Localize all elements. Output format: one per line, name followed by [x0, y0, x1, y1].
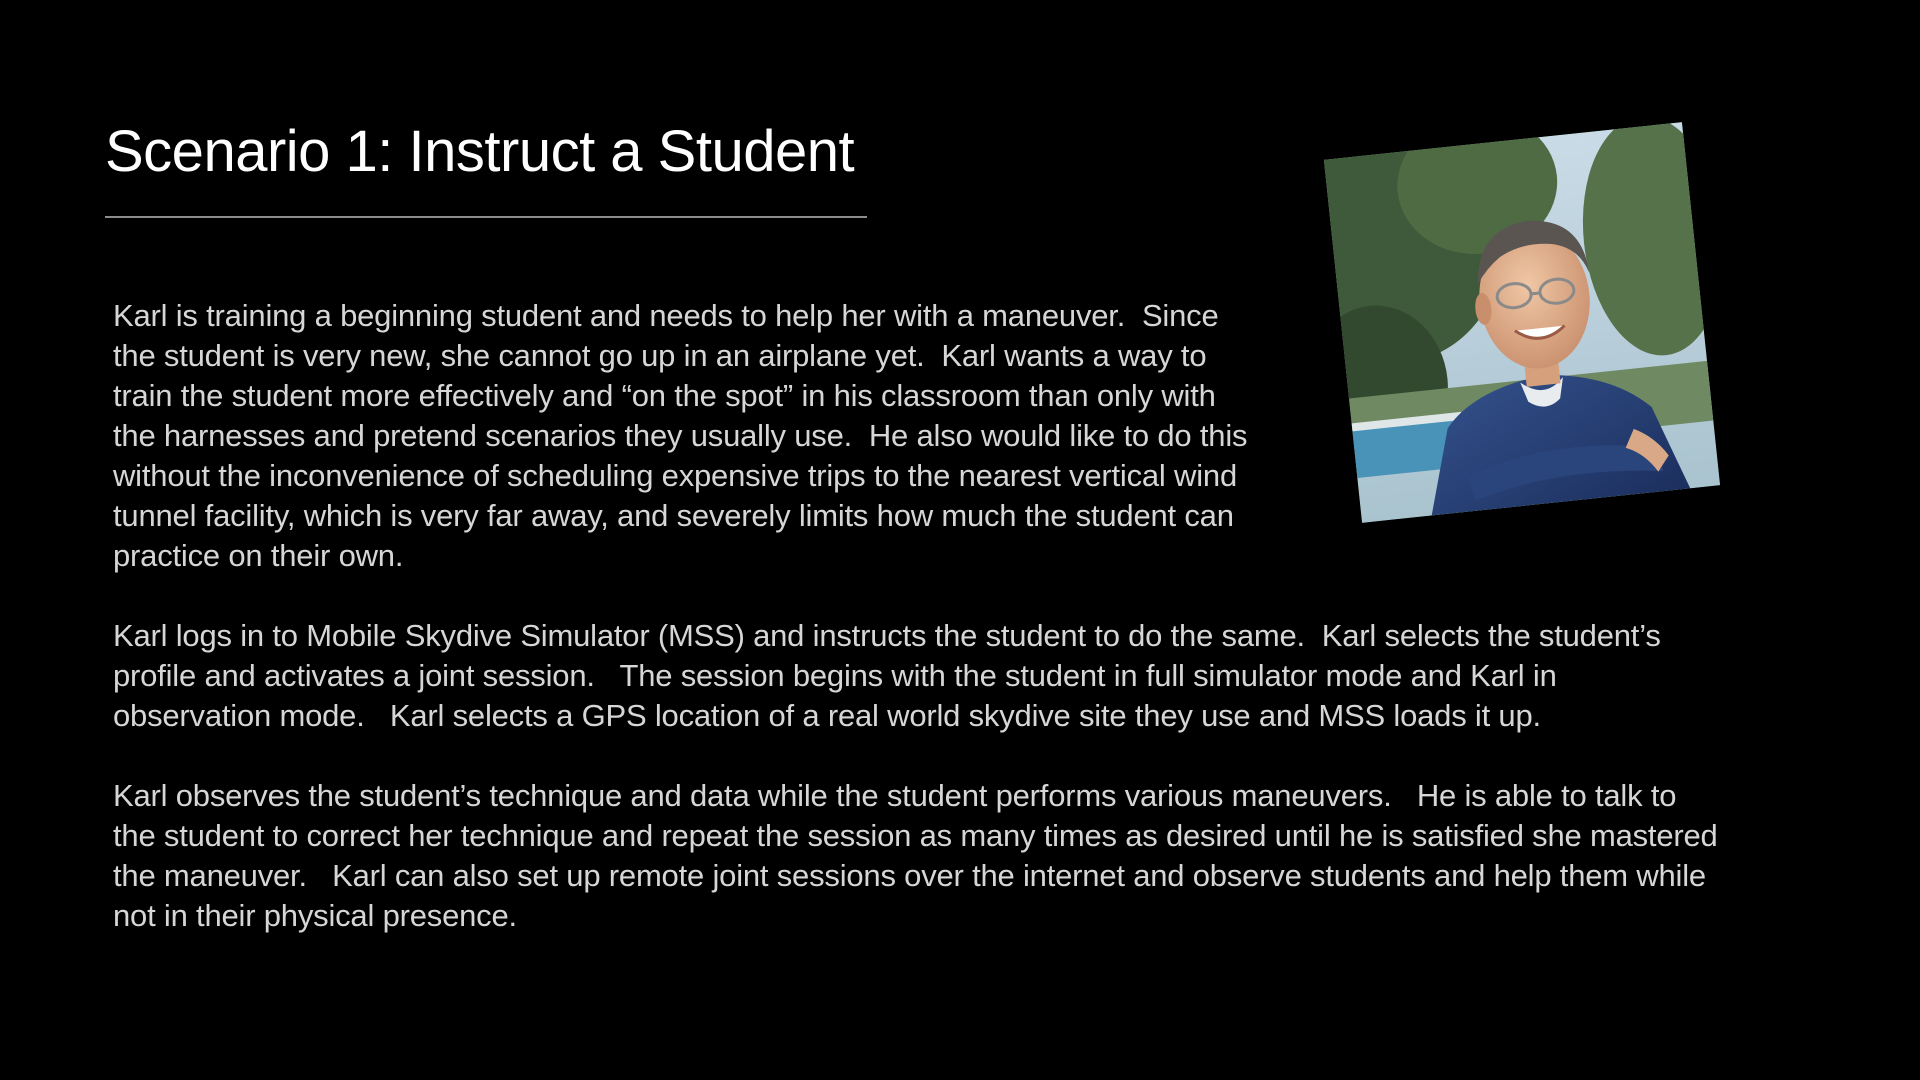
paragraph-line: the student is very new, she cannot go up in an airplane yet. Karl wants a way to [113, 338, 1207, 373]
title-underline [105, 216, 867, 218]
paragraph-line: train the student more effectively and “on the spot” in his classroom than only with [113, 378, 1216, 413]
person-photo-icon [1324, 122, 1720, 523]
paragraph-line: the student to correct her technique and repeat the session as many times as desired until he is satisfied she mastered [113, 818, 1718, 853]
paragraph-line: Karl observes the student’s technique and data while the student performs various maneuvers. He is able to talk to [113, 778, 1677, 813]
paragraph-intro [113, 296, 1247, 576]
paragraph-observation [113, 776, 1718, 936]
paragraph-line: practice on their own. [113, 538, 404, 573]
paragraph-line: without the inconvenience of scheduling expensive trips to the nearest vertical wind [113, 458, 1237, 493]
paragraph-line: tunnel facility, which is very far away, and severely limits how much the student can [113, 498, 1234, 533]
paragraph-line: observation mode. Karl selects a GPS location of a real world skydive site they use and MSS loads it up. [113, 698, 1541, 733]
slide-title: Scenario 1: Instruct a Student [105, 119, 855, 184]
paragraph-session-setup [113, 616, 1661, 736]
paragraph-line: the maneuver. Karl can also set up remote joint sessions over the internet and observe students and help them while [113, 858, 1706, 893]
person-photo-illustration [1324, 122, 1720, 523]
paragraph-line: profile and activates a joint session. The session begins with the student in full simulator mode and Karl in [113, 658, 1557, 693]
paragraph-line: not in their physical presence. [113, 898, 517, 933]
paragraph-line: the harnesses and pretend scenarios they usually use. He also would like to do this [113, 418, 1248, 453]
paragraph-line: Karl logs in to Mobile Skydive Simulator (MSS) and instructs the student to do the same. Karl selects the student’s [113, 618, 1661, 653]
paragraph-line: Karl is training a beginning student and needs to help her with a maneuver. Since [113, 298, 1219, 333]
